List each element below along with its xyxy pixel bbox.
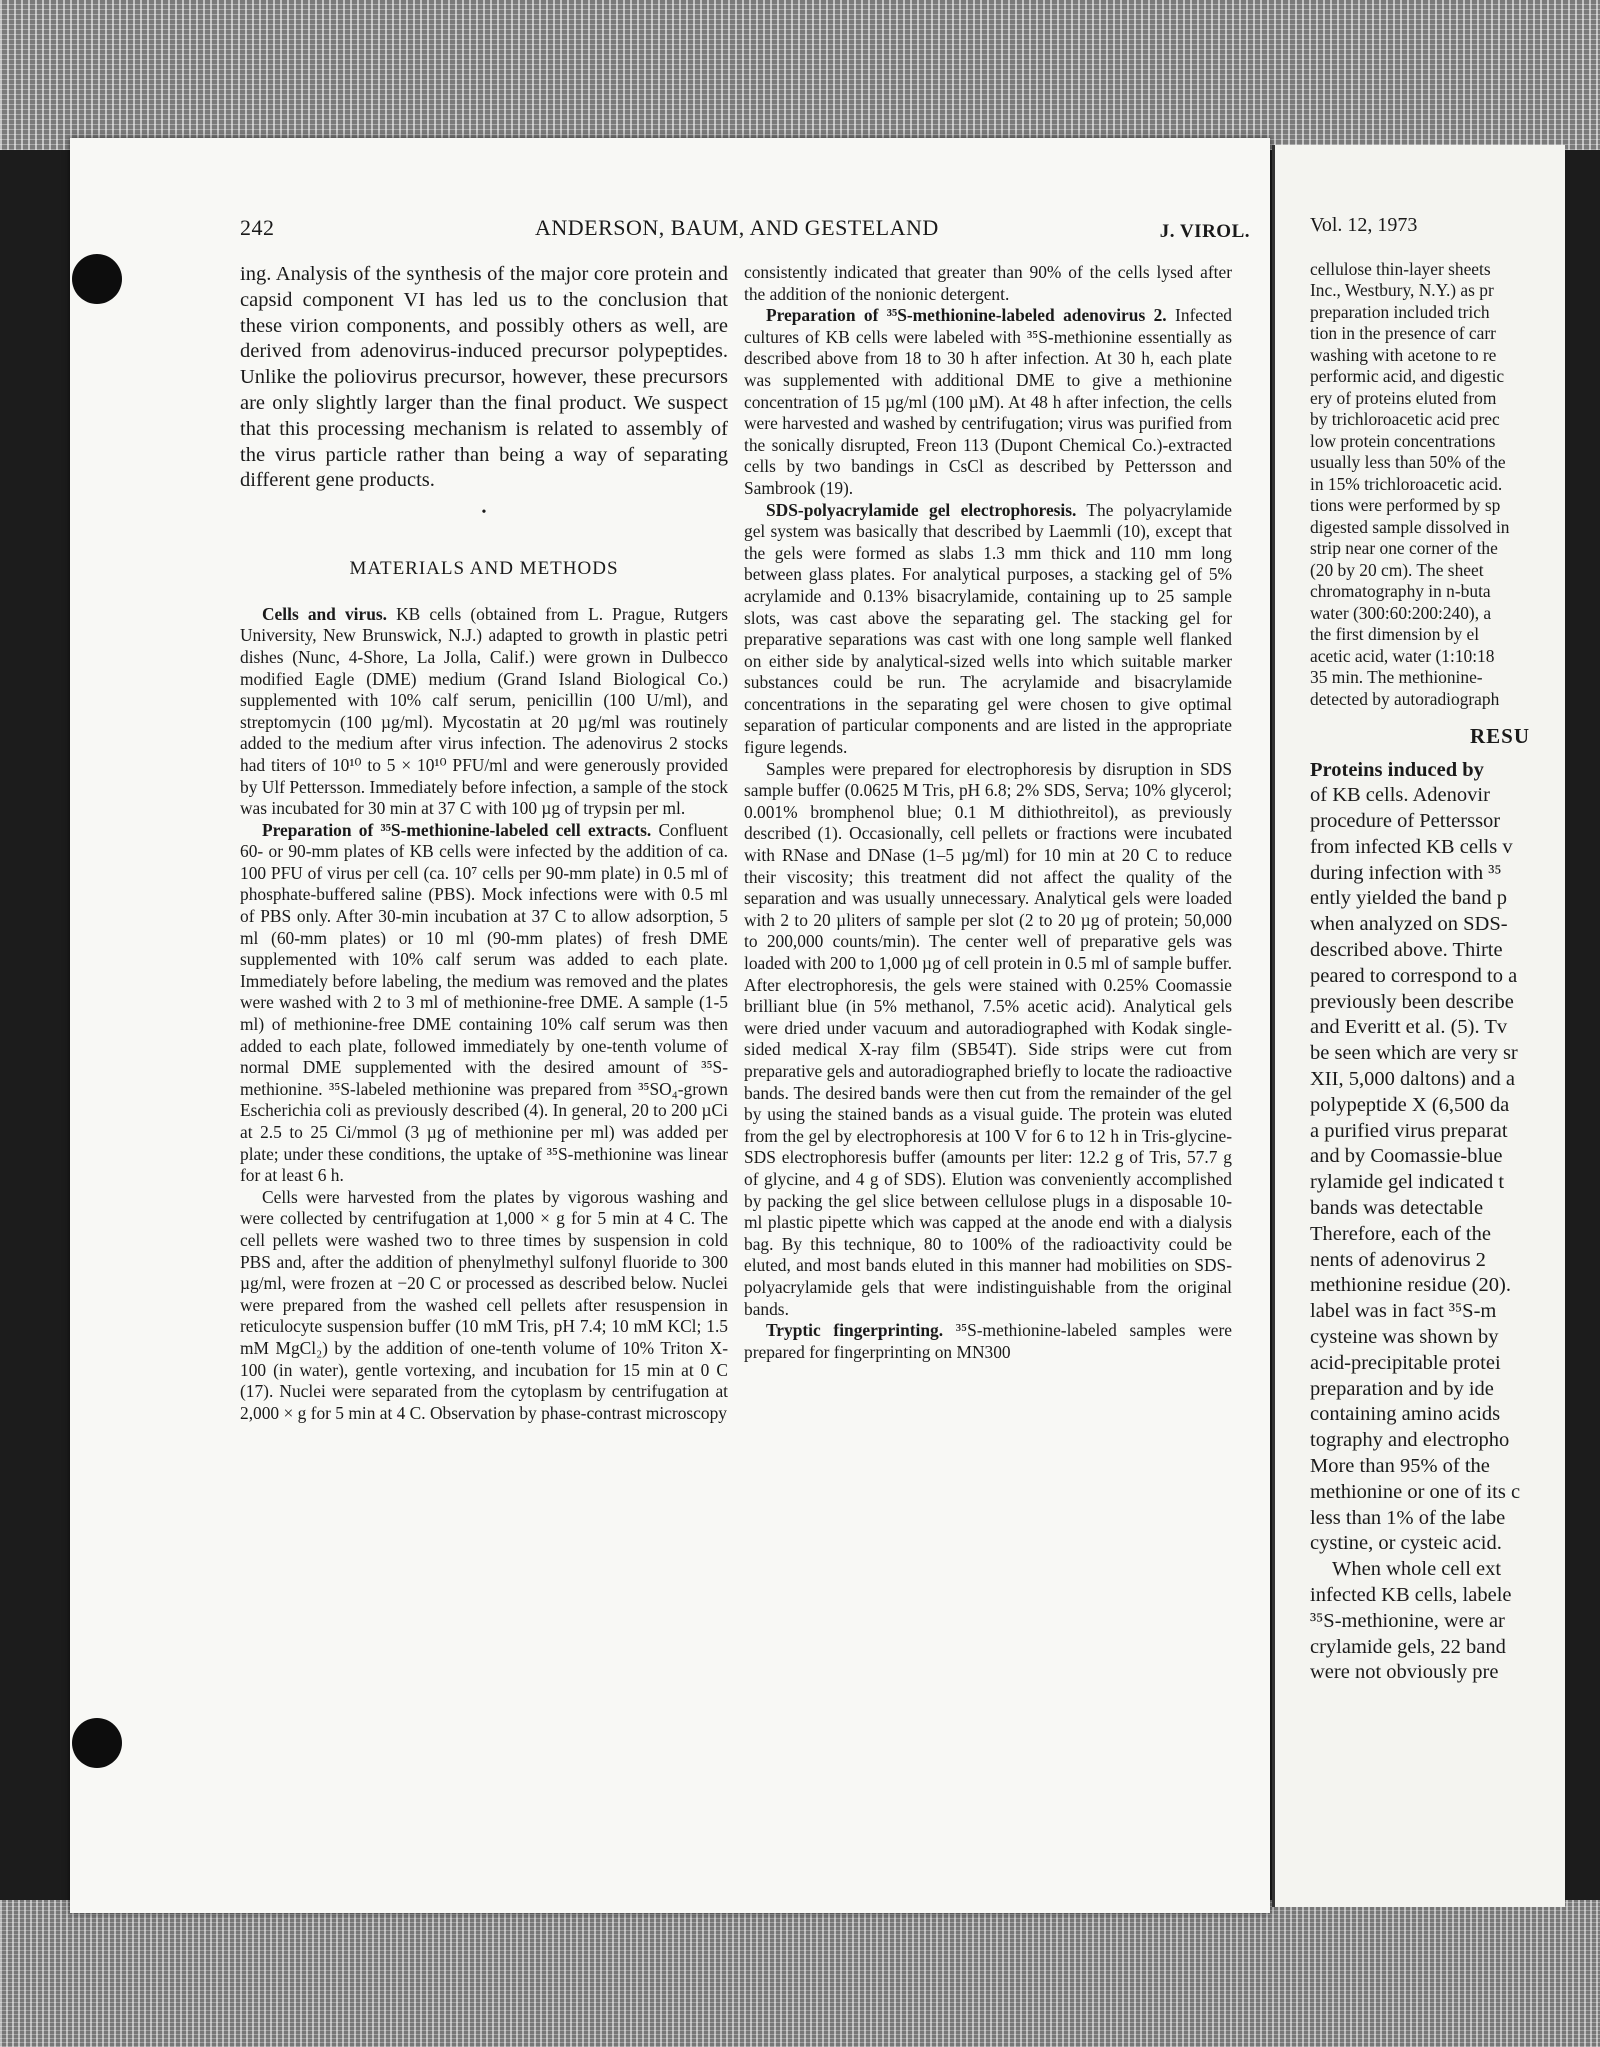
text-line: cellulose thin-layer sheets bbox=[1310, 258, 1491, 279]
page-number: 242 bbox=[240, 215, 275, 240]
virus-prep-paragraph: Preparation of ³⁵S-methionine-labeled adenovirus 2. Infected cultures of KB cells were labeled with ³⁵S-methionine essentially as described above from 18 to 30 h after infection. At 30 h, each plate was supplemented with additional DME to give a methionine concentration of 15 µg/ml (100 µM). At 48 h after infection, the cells were harvested and washed by centrifugation; virus was purified from the sonically disrupted, Freon 113 (Dupont Chemical Co.)-extracted cells by two bandings in CsCl as described by Pettersson and Sambrook (19). bbox=[744, 305, 1232, 498]
text-line: When whole cell ext bbox=[1332, 1558, 1502, 1581]
text-line: cystine, or cysteic acid. bbox=[1310, 1532, 1502, 1555]
text-line: preparation and by ide bbox=[1310, 1377, 1494, 1400]
harvest-paragraph: Cells were harvested from the plates by vigorous washing and were collected by centrifugation at 1,000 × g for 5 min at 4 C. The cell pellets were washed two to three times by suspension in cold PBS and, after the addition of phenylmethyl sulfonyl fluoride to 300 µg/ml, were frozen at −20 C or processed as described below. Nuclei were prepared from the washed cell pellets after resuspension in reticulocyte suspension buffer (10 mM Tris, pH 7.4; 10 mM KCl; 1.5 mM MgCl₂) by the addition of one-tenth volume of 10% Triton X-100 (in water), gentle vortexing, and incubation for 15 min at 0 C (17). Nuclei were separated from the cytoplasm by centrifugation at 2,000 × g for 5 min at 4 C. Observation by phase-contrast microscopy bbox=[240, 1186, 728, 1423]
text-line: tography and electropho bbox=[1310, 1429, 1510, 1452]
text-line: less than 1% of the labe bbox=[1310, 1506, 1506, 1529]
text-line: and Everitt et al. (5). Tv bbox=[1310, 1016, 1508, 1039]
text-line: water (300:60:200:240), a bbox=[1310, 602, 1492, 623]
section-title: MATERIALS AND METHODS bbox=[349, 558, 619, 580]
text-line: rylamide gel indicated t bbox=[1310, 1171, 1505, 1194]
run-in-head: Cells and virus. bbox=[262, 603, 388, 624]
column-3-partial bbox=[1310, 215, 1600, 1686]
text-line: Proteins induced by bbox=[1310, 758, 1484, 781]
text-line: methionine residue (20). bbox=[1310, 1274, 1511, 1297]
text-line: of KB cells. Adenovir bbox=[1310, 784, 1490, 807]
volume-header: Vol. 12, 1973 bbox=[1310, 214, 1418, 236]
text-line: procedure of Petterssor bbox=[1310, 810, 1501, 833]
run-in-head: SDS-polyacrylamide gel electrophoresis. bbox=[766, 499, 1077, 520]
punch-hole-bottom bbox=[72, 1718, 122, 1768]
text-line: methionine or one of its c bbox=[1310, 1480, 1521, 1503]
col3-results-lines bbox=[1310, 758, 1600, 1687]
run-in-head: Preparation of ³⁵S-methionine-labeled cell extracts. bbox=[262, 819, 652, 840]
text-line: peared to correspond to a bbox=[1310, 964, 1518, 987]
intro-paragraph: ing. Analysis of the synthesis of the major core protein and capsid component VI has led us to the conclusion that these virion components, and possibly others as well, are derived from adenovirus-induced precursor polypeptides. Unlike the poliovirus precursor, however, these precursors are only slightly larger than the final product. We suspect that this processing mechanism is related to assembly of the virus particle rather than being a way of separating different gene products. bbox=[240, 263, 728, 492]
text-line: were not obviously pre bbox=[1310, 1661, 1499, 1684]
text-line: the first dimension by el bbox=[1310, 624, 1480, 644]
text-line: nents of adenovirus 2 bbox=[1310, 1248, 1486, 1271]
cells-virus-paragraph: Cells and virus. KB cells (obtained from L. Prague, Rutgers University, New Brunswick, N.J.) adapted to growth in plastic petri dishes (Nunc, 4-Shore, La Jolla, Calif.) were grown in Dulbecco modified Eagle (DME) medium (Grand Island Biological Co.) supplemented with 10% calf serum, penicillin (100 U/ml), and streptomycin (100 µg/ml). Mycostatin at 20 µg/ml was routinely added to the medium after virus infection. The adenovirus 2 stocks had titers of 10¹⁰ to 5 × 10¹⁰ PFU/ml and were generously provided by Ulf Pettersson. Immediately before infection, a sample of the stock was incubated for 30 min at 37 C with 100 µg of trypsin per ml. bbox=[240, 603, 728, 819]
text-line: digested sample dissolved in bbox=[1310, 516, 1510, 537]
text-line: label was in fact ³⁵S-m bbox=[1310, 1300, 1497, 1323]
text-line: ently yielded the band p bbox=[1310, 887, 1507, 910]
text-line: low protein concentrations bbox=[1310, 430, 1496, 451]
text-line: cysteine was shown by bbox=[1310, 1326, 1499, 1349]
text-line: strip near one corner of the bbox=[1310, 538, 1498, 558]
text-line: tion in the presence of carr bbox=[1310, 323, 1496, 343]
text-line: XII, 5,000 daltons) and a bbox=[1310, 1068, 1515, 1091]
text-line: when analyzed on SDS- bbox=[1310, 913, 1508, 936]
samples-paragraph: Samples were prepared for electrophoresis by disruption in SDS sample buffer (0.0625 M Tris, pH 6.8; 2% SDS, Serva; 10% glycerol; 0.001% bromphenol blue; 0.1 M dithiothreitol), as previously described (1). Occasionally, cell pellets or fractions were incubated with RNase and DNase (1–5 µg/ml) for 10 min at 20 C to reduce their viscosity; this treatment did not affect the quality of the separation and was usually unnecessary. Analytical gels were loaded with 2 to 20 µliters of sample per slot (2 to 20 µg of protein; 50,000 to 200,000 counts/min). The center well of preparative gels was loaded with 200 to 1,000 µg of cell protein in 0.5 ml of sample buffer. After electrophoresis, the gels were stained with 0.25% Coomassie brilliant blue (in 5% methanol, 7.5% acetic acid). Analytical gels were dried under vacuum and autoradiographed with Kodak single-sided medical X-ray film (SB54T). Side strips were cut from preparative gels and autoradiographed briefly to locate the radioactive bands. The desired bands were then cut from the remainder of the gel by using the stained bands as a visual guide. The protein was eluted from the gel by electrophoresis at 100 V for 6 to 12 h in Tris-glycine-SDS electrophoresis buffer (amounts per liter: 12.2 g of Tris, 57.7 g of glycine, and 4 g of SDS). Elution was conveniently accomplished by packing the gel slice between cellulose plugs in a disposable 10-ml plastic pipette which was capped at the anode end with a dialysis bag. By this technique, 80 to 100% of the radioactivity could be eluted, and most bands eluted in this manner had mobilities on SDS-polyacrylamide gels that were indistinguishable from the original bands. bbox=[744, 758, 1232, 1319]
text-line: performic acid, and digestic bbox=[1310, 366, 1505, 386]
text-line: tions were performed by sp bbox=[1310, 495, 1501, 515]
running-authors: ANDERSON, BAUM, AND GESTELAND bbox=[535, 215, 939, 240]
text-line: bands was detectable bbox=[1310, 1197, 1484, 1220]
text-line: in 15% trichloroacetic acid. bbox=[1310, 473, 1503, 494]
column-1 bbox=[240, 262, 728, 1424]
text-line: Therefore, each of the bbox=[1310, 1222, 1491, 1245]
text-line: previously been describe bbox=[1310, 990, 1514, 1013]
text-line: ery of proteins eluted from bbox=[1310, 387, 1497, 408]
continuation-paragraph: consistently indicated that greater than 90% of the cells lysed after the addition of the nonionic detergent. bbox=[744, 262, 1232, 304]
cell-extracts-paragraph: Preparation of ³⁵S-methionine-labeled cell extracts. Confluent 60- or 90-mm plates of KB cells were infected by the addition of ca. 100 PFU of virus per cell (ca. 10⁷ cells per 90-mm plate) in 0.5 ml of phosphate-buffered saline (PBS). Mock infections were with 0.5 ml of PBS only. After 30-min incubation at 37 C to allow adsorption, 5 ml (60-mm plates) or 10 ml (90-mm plates) of fresh DME supplemented with 10% calf serum was added to each plate. Immediately before labeling, the medium was removed and the plates were washed with 2 to 3 ml of methionine-free DME. A sample (1-5 ml) of methionine-free DME containing 10% calf serum was then added to each plate, followed immediately by one-tenth volume of normal DME supplemented with the desired amount of ³⁵S-methionine. ³⁵S-labeled methionine was prepared from ³⁵SO₄-grown Escherichia coli as previously described (4). In general, 20 to 200 µCi at 2.5 to 25 Ci/mmol (3 µg of methionine per ml) was added per plate; under these conditions, the uptake of ³⁵S-methionine was linear for at least 6 h. bbox=[240, 819, 728, 1186]
text-line: Inc., Westbury, N.Y.) as pr bbox=[1310, 280, 1494, 300]
text-line: 35 min. The methionine- bbox=[1310, 667, 1483, 687]
text-line: preparation included trich bbox=[1310, 301, 1490, 322]
text-line: infected KB cells, labele bbox=[1310, 1584, 1512, 1606]
text-line: detected by autoradiograph bbox=[1310, 688, 1500, 709]
text-line: a purified virus preparat bbox=[1310, 1119, 1508, 1142]
text-line: chromatography in n-buta bbox=[1310, 581, 1491, 601]
separator-dot: • bbox=[481, 505, 487, 521]
text-line: washing with acetone to re bbox=[1310, 344, 1497, 365]
text-line: acid-precipitable protei bbox=[1310, 1351, 1501, 1374]
text-line: by trichloroacetic acid prec bbox=[1310, 409, 1500, 429]
text-line: described above. Thirte bbox=[1310, 939, 1503, 962]
text-line: containing amino acids bbox=[1310, 1403, 1501, 1426]
text-line: polypeptide X (6,500 da bbox=[1310, 1093, 1510, 1116]
run-in-head: Tryptic fingerprinting. bbox=[766, 1320, 944, 1341]
text-line: (20 by 20 cm). The sheet bbox=[1310, 559, 1484, 580]
text-line: acetic acid, water (1:10:18 bbox=[1310, 645, 1495, 666]
col3-methods-lines bbox=[1310, 259, 1600, 711]
text-line: crylamide gels, 22 band bbox=[1310, 1635, 1506, 1658]
run-in-head: Preparation of ³⁵S-methionine-labeled adenovirus 2. bbox=[766, 305, 1167, 326]
column-2 bbox=[744, 262, 1232, 1363]
text-line: be seen which are very sr bbox=[1310, 1042, 1518, 1065]
text-line: during infection with ³⁵ bbox=[1310, 861, 1502, 884]
sds-paragraph: SDS-polyacrylamide gel electrophoresis. The polyacrylamide gel system was basically that described by Laemmli (10), except that the gels were formed as slabs 1.3 mm thick and 110 mm long between glass plates. For analytical purposes, a stacking gel of 5% acrylamide and 0.13% bisacrylamide, containing up to 25 sample slots, was cast above the separating gel. The stacking gel for preparative separations was cast with one long sample well flanked on either side by analytical-sized wells into which suitable marker substances could be run. The acrylamide and bisacrylamide concentrations in the separating gel were chosen to give optimal separation of particular components and are listed in the appropriate figure legends. bbox=[744, 499, 1232, 758]
results-heading: RESU bbox=[1470, 724, 1531, 748]
text-line: and by Coomassie-blue bbox=[1310, 1145, 1503, 1168]
journal-name: J. VIROL. bbox=[1159, 221, 1250, 242]
text-line: from infected KB cells v bbox=[1310, 835, 1513, 858]
text-line: More than 95% of the bbox=[1310, 1455, 1490, 1478]
running-header bbox=[240, 215, 1250, 245]
punch-hole-top bbox=[72, 254, 122, 304]
text-line: ³⁵S-methionine, were ar bbox=[1310, 1609, 1505, 1632]
scan-noise-top bbox=[0, 0, 1600, 150]
scan-noise-bottom bbox=[0, 1900, 1600, 2047]
text-line: usually less than 50% of the bbox=[1310, 452, 1506, 472]
tryptic-paragraph: Tryptic fingerprinting. ³⁵S-methionine-labeled samples were prepared for fingerprinting on MN300 bbox=[744, 1320, 1233, 1362]
